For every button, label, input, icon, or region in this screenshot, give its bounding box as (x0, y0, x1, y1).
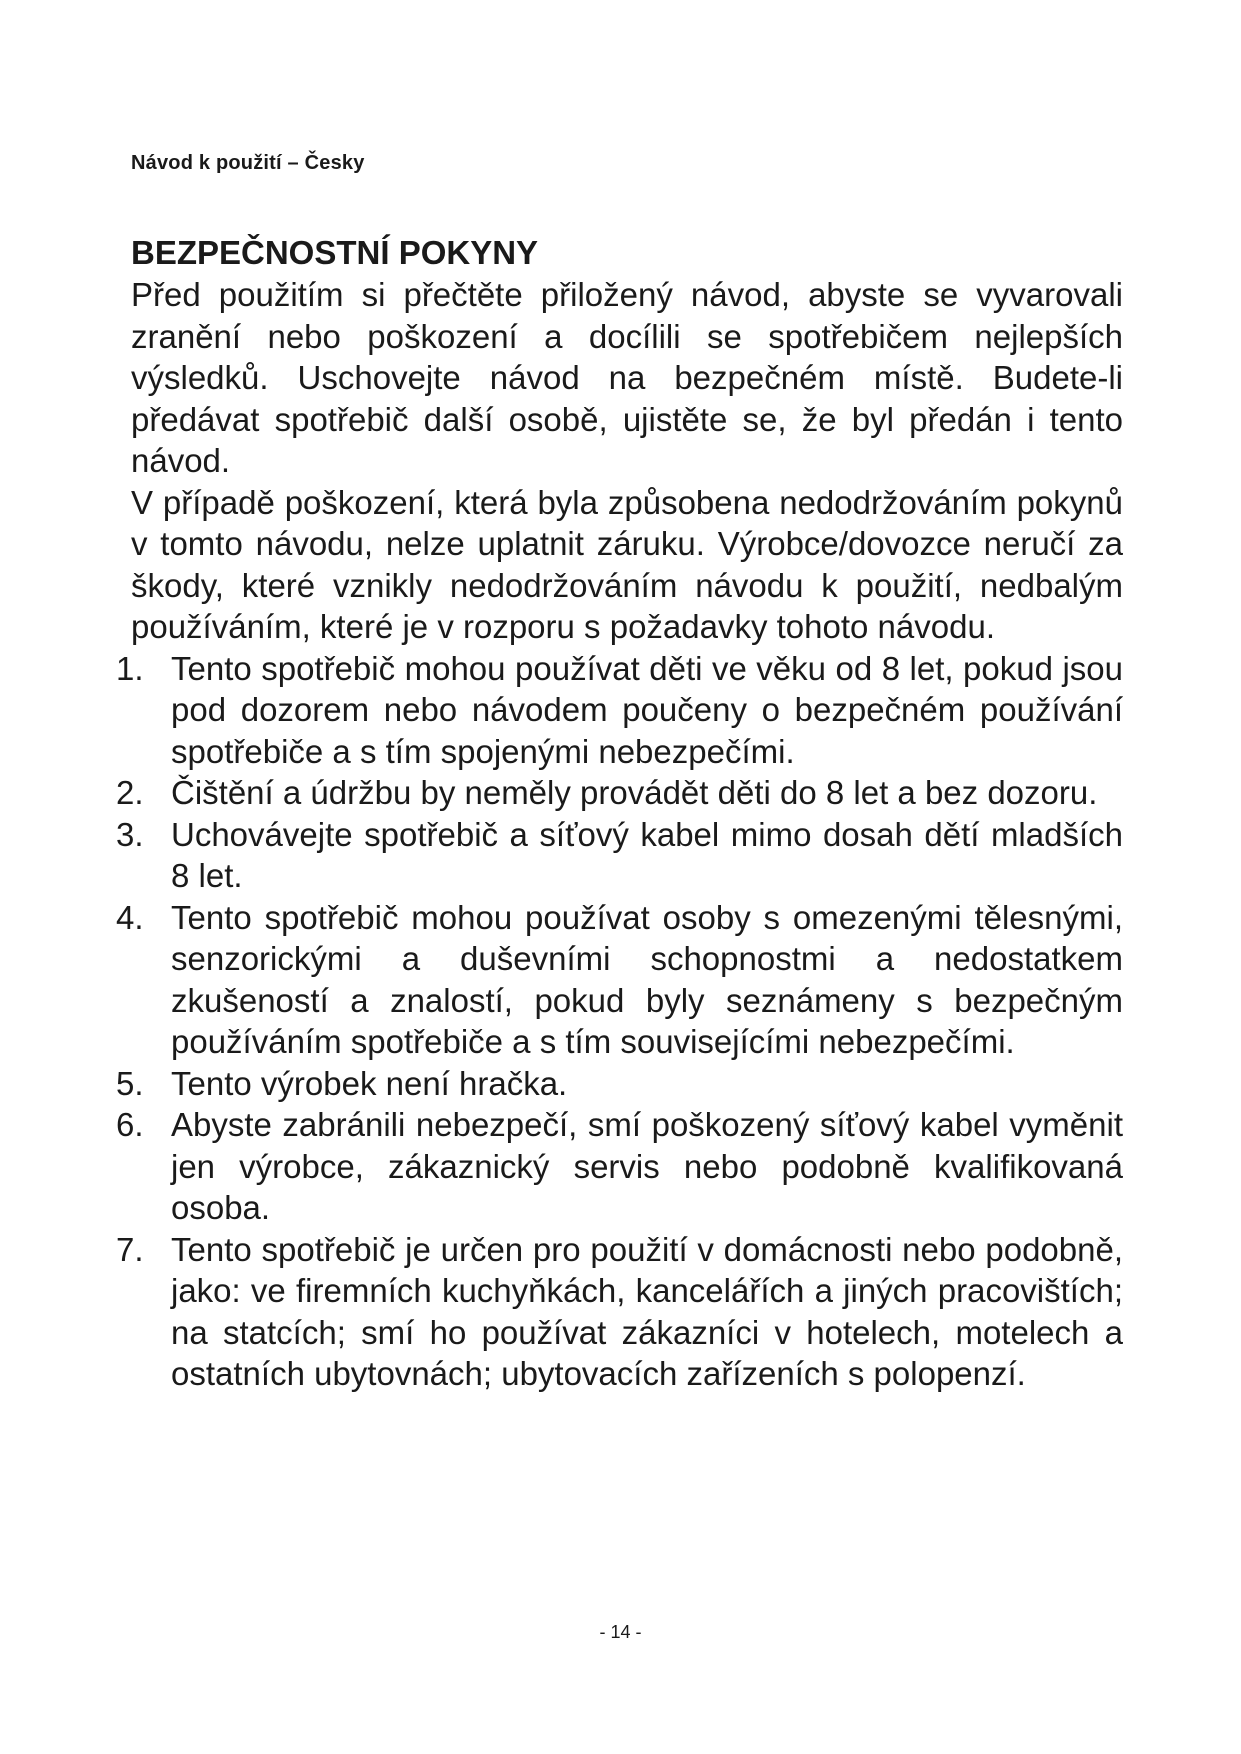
list-item-text: Čištění a údržbu by neměly provádět děti do 8 let a bez dozoru. (171, 774, 1098, 811)
warranty-paragraph: V případě poškození, která byla způsobena nedodržováním pokynů v tomto návodu, nelze uplatnit záruku. Výrobce/dovozce neručí za škody, které vznikly nedodržováním návodu k použití, nedbalým používáním, které je v rozporu s požadavky tohoto návodu. (131, 483, 1123, 645)
list-item-number: 6. (116, 1106, 144, 1143)
list-item-text: Tento výrobek není hračka. (171, 1064, 568, 1102)
list-item (116, 1104, 1123, 1229)
list-item-number: 4. (116, 898, 144, 936)
section-title: BEZPEČNOSTNÍ POKYNY (131, 234, 539, 271)
page-number: - 14 - (599, 1622, 642, 1642)
list-item-number: 5. (116, 1064, 144, 1102)
list-item-text: Tento spotřebič je určen pro použití v domácnosti nebo podobně, jako: ve firemních kuchyňkách, kancelářích a jiných pracovištích; na statcích; smí ho používat zákazníci v hotelech, motelech a ostatních ubytovnách; ubytovacích zařízeních s polopenzí. (171, 1230, 1123, 1392)
list-item-text: Uchovávejte spotřebič a síťový kabel mimo dosah dětí mladších 8 let. (171, 815, 1123, 894)
list-item-text: Tento spotřebič mohou používat děti ve věku od 8 let, pokud jsou pod dozorem nebo návodem poučeny o bezpečném používání spotřebiče a s tím spojenými nebezpečími. (171, 649, 1123, 770)
list-item (116, 897, 1123, 1063)
safety-list (116, 648, 1123, 1395)
list-item (116, 648, 1123, 773)
list-item (116, 1063, 1123, 1105)
list-item-text: Tento spotřebič mohou používat osoby s omezenými tělesnými, senzorickými a duševními schopnostmi a nedostatkem zkušeností a znalostí, pokud byly seznámeny s bezpečným používáním spotřebiče a s tím souvisejícími nebezpečími. (171, 898, 1123, 1060)
list-item (116, 772, 1123, 814)
list-item-number: 2. (116, 774, 144, 811)
list-item-number: 1. (116, 649, 144, 687)
list-item-text: Abyste zabránili nebezpečí, smí poškozený síťový kabel vyměnit jen výrobce, zákaznický servis nebo podobně kvalifikovaná osoba. (171, 1106, 1123, 1226)
list-item (116, 814, 1123, 897)
intro-paragraph: Před použitím si přečtěte přiložený návod, abyste se vyvarovali zranění nebo poškození a docílili se spotřebičem nejlepších výsledků. Uschovejte návod na bezpečném místě. Budete-li předávat spotřebič další osobě, ujistěte se, že byl předán i tento návod. (131, 276, 1123, 479)
list-item-number: 3. (116, 815, 144, 853)
list-item (116, 1229, 1123, 1395)
document-header: Návod k použití – Česky (131, 152, 365, 174)
list-item-number: 7. (116, 1230, 144, 1268)
safety-section (116, 232, 1123, 1395)
